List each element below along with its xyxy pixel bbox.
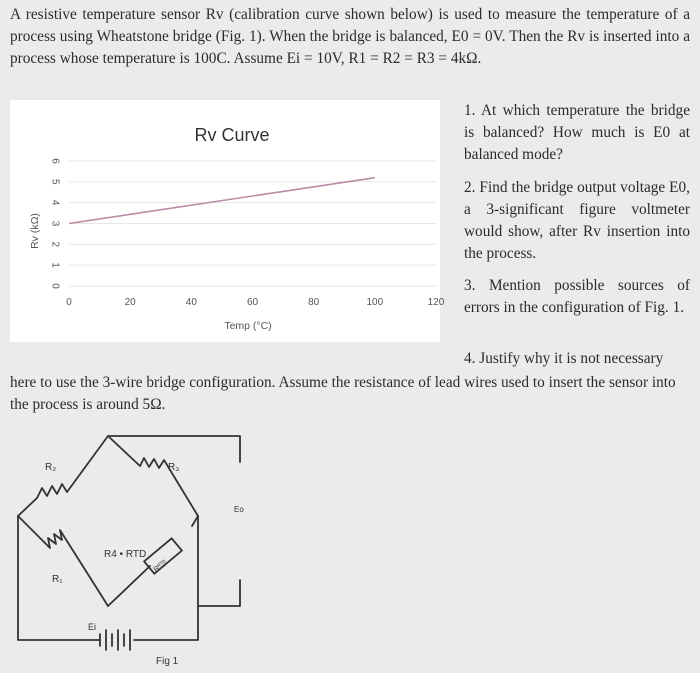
- eo-top-wire: [108, 436, 240, 462]
- x-tick-label: 20: [124, 297, 136, 308]
- r1-label: R₁: [52, 574, 63, 585]
- r3-resistor: [108, 436, 198, 516]
- question-2: 2. Find the bridge output voltage E0, a 3-significant figure voltmeter would show, after Rv insertion into the process.: [464, 179, 690, 262]
- x-tick-label: 60: [246, 297, 259, 308]
- y-axis-ticks: [49, 158, 60, 289]
- eo-label: Eo: [234, 505, 244, 514]
- question-1: 1. At which temperature the bridge is balanced? How much is E0 at balanced mode?: [464, 102, 690, 163]
- battery-symbol: [100, 630, 130, 650]
- y-tick-label: 4: [49, 199, 61, 206]
- r2-label: R₂: [45, 462, 57, 473]
- question-3: 3. Mention possible sources of errors in the configuration of Fig. 1.: [464, 277, 690, 316]
- chart-gridlines: [69, 161, 436, 286]
- rtd-box-label: Rᴿᵀᴰ: [152, 559, 169, 574]
- problem-statement: A resistive temperature sensor Rv (calibration curve shown below) is used to measure the temperature of a process using Wheatstone bridge (Fig. 1). When the bridge is balanced, E0 = 0V. Then the Rv is inserted into a process whose temperature is 100C. Assume Ei = 10V, R1 = R2 = R3 = 4kΩ.: [10, 6, 690, 67]
- x-axis-label: Temp (°C): [224, 320, 272, 332]
- wheatstone-bridge-figure: [0, 415, 330, 673]
- question-4-start: 4. Justify why it is not necessary: [464, 350, 664, 367]
- y-tick-label: 1: [49, 262, 61, 268]
- eo-bottom-wire: [198, 580, 240, 606]
- r1-resistor: [18, 516, 108, 606]
- x-tick-label: 120: [427, 297, 445, 308]
- y-tick-label: 2: [49, 241, 61, 248]
- y-tick-label: 6: [49, 158, 61, 164]
- y-tick-label: 0: [49, 283, 61, 289]
- figure-caption: Fig 1: [156, 656, 179, 667]
- ei-label: Ei: [88, 622, 97, 632]
- chart-series: [69, 178, 375, 224]
- x-tick-label: 80: [308, 297, 320, 308]
- r3-label: R₃: [168, 462, 180, 473]
- x-tick-label: 100: [366, 297, 384, 308]
- series-line-0: [69, 178, 375, 224]
- rtd-label: R4 • RTD: [104, 549, 147, 560]
- chart-svg: [10, 100, 445, 342]
- y-axis-label: Rv (kΩ): [29, 213, 41, 249]
- x-axis-ticks: [66, 297, 445, 308]
- rtd-branch: [108, 516, 198, 606]
- x-tick-label: 40: [185, 297, 197, 308]
- source-right-wire: [134, 606, 198, 640]
- y-tick-label: 5: [49, 179, 61, 185]
- x-tick-label: 0: [66, 297, 72, 308]
- rv-curve-chart: [10, 100, 445, 342]
- question-4-rest: here to use the 3-wire bridge configuration. Assume the resistance of lead wires used to insert the sensor into the process is around 5Ω.: [10, 374, 676, 413]
- chart-title: Rv Curve: [194, 125, 270, 145]
- y-tick-label: 3: [49, 220, 61, 227]
- r2-resistor: [18, 436, 108, 516]
